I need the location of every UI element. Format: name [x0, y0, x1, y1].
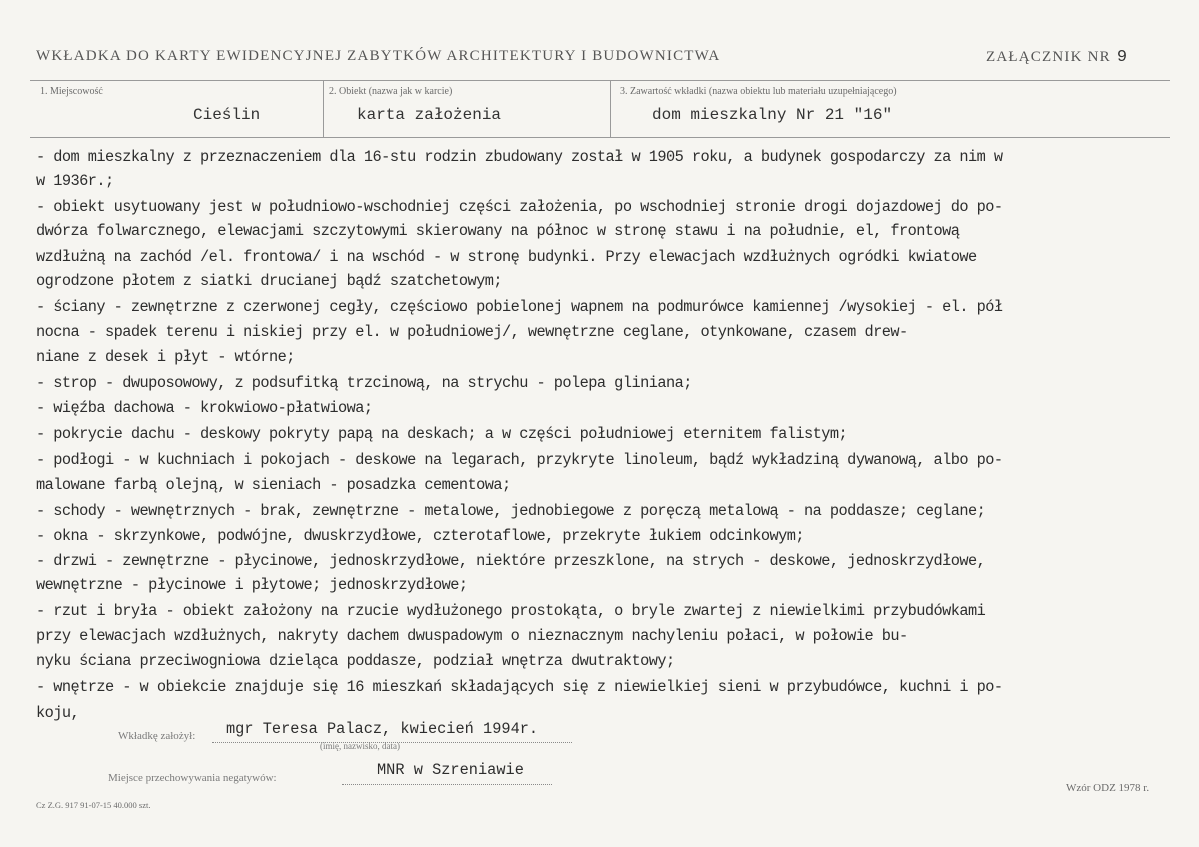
annex-number: 9 — [1116, 48, 1129, 67]
text-line: - drzwi - zewnętrzne - płycinowe, jednoskrzydłowe, niektóre przeszklone, na strych - deskowe, jednoskrzydłowe, — [36, 552, 986, 570]
text-line: - ściany - zewnętrzne z czerwonej cegły, częściowo pobielonej wapnem na podmurówce kamiennej /wysokiej - el. pół — [36, 298, 1003, 316]
text-line: - schody - wewnętrznych - brak, zewnętrzne - metalowe, jednobiegowe z poręczą metalową - na poddasze; ceglane; — [36, 502, 986, 520]
text-line: - pokrycie dachu - deskowy pokryty papą na deskach; a w części południowej eternitem falistym; — [36, 425, 848, 443]
field-top-rule — [30, 80, 1170, 81]
object-label: 2. Obiekt (nazwa jak w karcie) — [329, 86, 453, 97]
field-divider-1 — [323, 80, 324, 137]
locality-value: Cieślin — [193, 106, 261, 124]
storage-dotted-line — [342, 784, 552, 785]
form-title: WKŁADKA DO KARTY EWIDENCYJNEJ ZABYTKÓW ARCHITEKTURY I BUDOWNICTWA — [36, 48, 721, 64]
text-line: ogrodzone płotem z siatki drucianej bądź szatchetowym; — [36, 272, 503, 290]
text-line: niane z desek i płyt - wtórne; — [36, 348, 295, 366]
annex-label — [986, 48, 1128, 67]
text-line: koju, — [36, 704, 80, 722]
text-line: przy elewacjach wzdłużnych, nakryty dachem dwuspadowym o nieznacznym nachyleniu połaci, w połowie bu- — [36, 627, 908, 645]
annex-label-text: ZAŁĄCZNIK NR — [986, 49, 1111, 65]
text-line: dwórza folwarcznego, elewacjami szczytowymi skierowany na północ w stronę stawu i na południe, el, frontową — [36, 222, 960, 240]
author-label: Wkładkę założył: — [118, 730, 196, 742]
locality-label: 1. Miejscowość — [40, 86, 103, 97]
author-sublabel: (imię, nazwisko, data) — [320, 741, 400, 751]
text-line: w 1936r.; — [36, 172, 114, 190]
text-line: wewnętrzne - płycinowe i płytowe; jednoskrzydłowe; — [36, 576, 468, 594]
field-divider-2 — [610, 80, 611, 137]
text-line: - dom mieszkalny z przeznaczeniem dla 16-stu rodzin zbudowany został w 1905 roku, a budynek gospodarczy za nim w — [36, 148, 1003, 166]
text-line: - okna - skrzynkowe, podwójne, dwuskrzydłowe, czterotaflowe, przekryte łukiem odcinkowym; — [36, 527, 805, 545]
text-line: - wnętrze - w obiekcie znajduje się 16 mieszkań składających się z niewielkiej sieni w przybudówce, kuchni i po- — [36, 678, 1003, 696]
text-line: wzdłużną na zachód /el. frontowa/ i na wschód - w stronę budynki. Przy elewacjach wzdłużnych ogródki kwiatowe — [36, 248, 977, 266]
text-line: - strop - dwuposowowy, z podsufitką trzcinową, na strychu - polepa gliniana; — [36, 374, 692, 392]
print-code: Cz Z.G. 917 91-07-15 40.000 szt. — [36, 800, 151, 810]
storage-label: Miejsce przechowywania negatywów: — [108, 772, 277, 784]
content-label: 3. Zawartość wkładki (nazwa obiektu lub materiału uzupełniającego) — [620, 86, 897, 97]
text-line: - obiekt usytuowany jest w południowo-wschodniej części założenia, po wschodniej stronie drogi dojazdowej do po- — [36, 198, 1003, 216]
text-line: - więźba dachowa - krokwiowo-płatwiowa; — [36, 399, 373, 417]
text-line: - podłogi - w kuchniach i pokojach - deskowe na legarach, przykryte linoleum, bądź wykładziną dywanową, albo po- — [36, 451, 1003, 469]
form-code: Wzór ODZ 1978 r. — [1066, 782, 1150, 794]
field-bottom-rule — [30, 137, 1170, 138]
author-value: mgr Teresa Palacz, kwiecień 1994r. — [226, 720, 539, 738]
text-line: nocna - spadek terenu i niskiej przy el. w południowej/, wewnętrzne ceglane, otynkowane, czasem drew- — [36, 323, 908, 341]
text-line: malowane farbą olejną, w sieniach - posadzka cementowa; — [36, 476, 511, 494]
storage-value: MNR w Szreniawie — [377, 761, 524, 779]
content-value: dom mieszkalny Nr 21 "16" — [652, 106, 893, 124]
text-line: - rzut i bryła - obiekt założony na rzucie wydłużonego prostokąta, o bryle zwartej z niewielkimi przybudówkami — [36, 602, 986, 620]
object-value: karta założenia — [357, 106, 502, 124]
text-line: nyku ściana przeciwogniowa dzieląca poddasze, podział wnętrza dwutraktowy; — [36, 652, 675, 670]
